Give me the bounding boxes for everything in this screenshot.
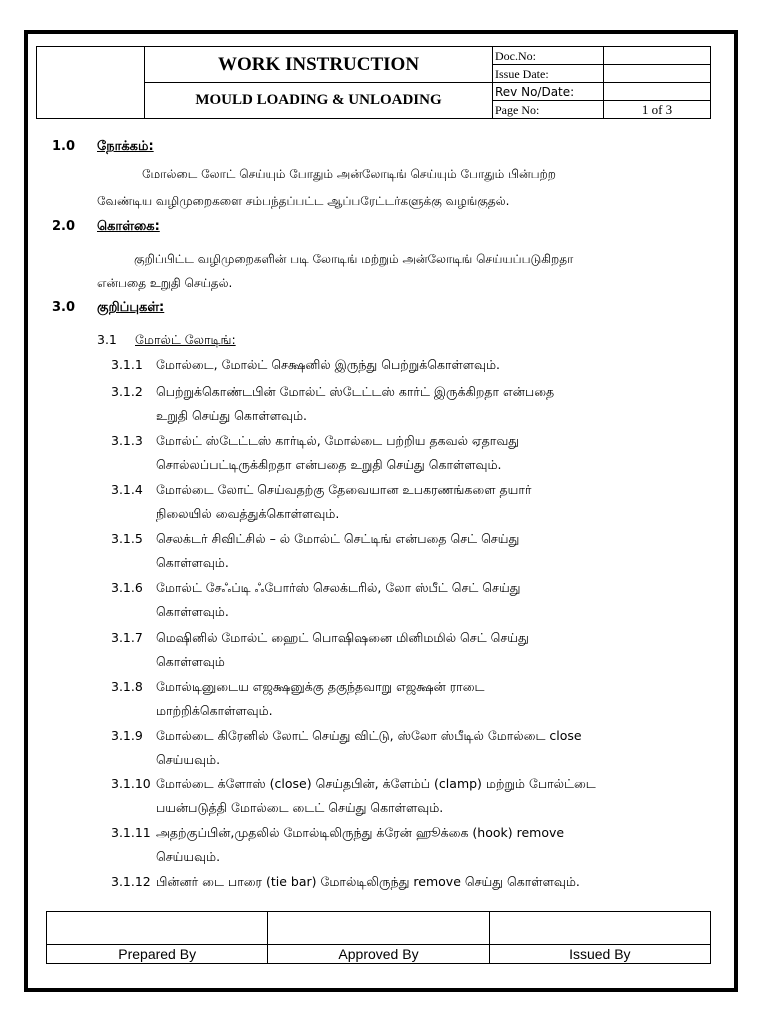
item-line: அதற்குப்பின்,முதலில் மோல்டிலிருந்து க்ரேன் ஹூக்கை (hook) remove: [156, 825, 565, 840]
document-subtitle: MOULD LOADING & UNLOADING: [145, 83, 493, 119]
page-no-value: 1 of 3: [604, 101, 711, 119]
approved-by-label: Approved By: [268, 945, 489, 964]
item-line: மோல்ட் சேஃப்டி ஃபோர்ஸ் செலக்டரில், லோ ஸ்பீட் செட் செய்து: [156, 580, 521, 595]
issue-date-value: [604, 65, 711, 83]
item-text: [156, 724, 582, 771]
issued-by-signature-cell: [489, 912, 710, 945]
section-2-line-1: குறிப்பிட்ட வழிமுறைகளின் படி லோடிங் மற்றும் அன்லோடிங் செய்யப்படுகிறதா: [134, 252, 574, 266]
item-number: 3.1.8: [111, 679, 143, 694]
section-1-line-1: மோல்டை லோட் செய்யும் போதும் அன்லோடிங் செய்யும் போதும் பின்பற்ற: [142, 167, 556, 181]
item-text: [156, 478, 531, 525]
section-1-line-2: வேண்டிய வழிமுறைகளை சம்பந்தப்பட்ட ஆப்பரேட்டர்களுக்கு வழங்குதல்.: [97, 194, 510, 208]
section-2-number: 2.0: [52, 219, 76, 234]
signature-table: [46, 911, 711, 964]
item-number: 3.1.7: [111, 630, 143, 645]
item-number: 3.1.10: [111, 776, 151, 791]
item-line: மோல்டை க்ளோஸ் (close) செய்தபின், க்ளேம்ப் (clamp) மற்றும் போல்ட்டை: [156, 776, 596, 791]
item-line: சொல்லப்பட்டிருக்கிறதா என்பதை உறுதி செய்து கொள்ளவும்.: [156, 456, 502, 472]
item-line: கொள்ளவும்: [156, 653, 225, 669]
item-line: பெற்றுக்கொண்டபின் மோல்ட் ஸ்டேட்டஸ் கார்ட் இருக்கிறதா என்பதை: [156, 384, 555, 399]
item-line: மோல்டை லோட் செய்வதற்கு தேவையான உபகரணங்களை தயார்: [156, 482, 532, 497]
rev-label: Rev No/Date:: [493, 83, 604, 101]
document-header: [36, 46, 711, 119]
item-number: 3.1.4: [111, 482, 143, 497]
item-line: பின்னர் டை பாரை (tie bar) மோல்டிலிருந்து remove செய்து கொள்ளவும்.: [156, 874, 580, 889]
item-line: செலக்டர் சிவிட்சில் – ல் மோல்ட் செட்டிங் என்பதை செட் செய்து: [156, 531, 520, 546]
doc-no-label: Doc.No:: [493, 47, 604, 65]
item-number: 3.1.3: [111, 433, 143, 448]
item-text: [156, 429, 519, 476]
section-1-number: 1.0: [52, 139, 76, 154]
item-line: மோல்டை கிரேனில் லோட் செய்து விட்டு, ஸ்லோ ஸ்பீடில் மோல்டை close: [156, 728, 582, 743]
item-text: [156, 675, 484, 722]
item-line: மோல்டை, மோல்ட் செக்ஷனில் இருந்து பெற்றுக்கொள்ளவும்.: [156, 357, 501, 372]
item-text: [156, 870, 580, 894]
item-line: செய்யவும்.: [156, 751, 221, 767]
item-line: மோல்ட் ஸ்டேட்டஸ் கார்டில், மோல்டை பற்றிய தகவல் ஏதாவது: [156, 433, 520, 448]
item-text: [156, 527, 519, 574]
section-3-number: 3.0: [52, 300, 76, 315]
logo-cell: [37, 47, 145, 119]
prepared-by-label: Prepared By: [47, 945, 268, 964]
rev-value: [604, 83, 711, 101]
item-number: 3.1.11: [111, 825, 151, 840]
item-line: பயன்படுத்தி மோல்டை டைட் செய்து கொள்ளவும்.: [156, 799, 444, 815]
subsection-title: மோல்ட் லோடிங்:: [135, 332, 236, 347]
section-3-title: குறிப்புகள்:: [97, 300, 165, 315]
item-line: மோல்டினுடைய எஜக்ஷனுக்கு தகுந்தவாறு எஜக்ஷன் ராடை: [156, 679, 485, 694]
item-line: நிலையில் வைத்துக்கொள்ளவும்.: [156, 505, 340, 521]
item-line: மெஷினில் மோல்ட் ஹைட் பொஷிஷனை மினிமமில் செட் செய்து: [156, 630, 529, 645]
section-2-line-2: என்பதை உறுதி செய்தல்.: [97, 276, 233, 290]
document-title: WORK INSTRUCTION: [145, 47, 493, 83]
item-number: 3.1.9: [111, 728, 143, 743]
subsection-number: 3.1: [97, 332, 117, 347]
item-line: உறுதி செய்து கொள்ளவும்.: [156, 407, 307, 423]
item-text: [156, 380, 554, 427]
approved-by-signature-cell: [268, 912, 489, 945]
item-line: செய்யவும்.: [156, 848, 221, 864]
item-line: கொள்ளவும்.: [156, 554, 229, 570]
issue-date-label: Issue Date:: [493, 65, 604, 83]
section-2-title: கொள்கை:: [97, 219, 160, 234]
page-no-label: Page No:: [493, 101, 604, 119]
item-number: 3.1.6: [111, 580, 143, 595]
item-number: 3.1.1: [111, 357, 143, 372]
item-text: [156, 353, 500, 377]
prepared-by-signature-cell: [47, 912, 268, 945]
item-line: கொள்ளவும்.: [156, 603, 229, 619]
item-text: [156, 772, 596, 819]
item-text: [156, 576, 521, 623]
item-text: [156, 626, 529, 673]
item-number: 3.1.12: [111, 874, 151, 889]
issued-by-label: Issued By: [489, 945, 710, 964]
item-line: மாற்றிக்கொள்ளவும்.: [156, 702, 273, 718]
item-text: [156, 821, 564, 868]
item-number: 3.1.5: [111, 531, 143, 546]
doc-no-value: [604, 47, 711, 65]
section-1-title: நோக்கம்:: [97, 139, 154, 154]
item-number: 3.1.2: [111, 384, 143, 399]
